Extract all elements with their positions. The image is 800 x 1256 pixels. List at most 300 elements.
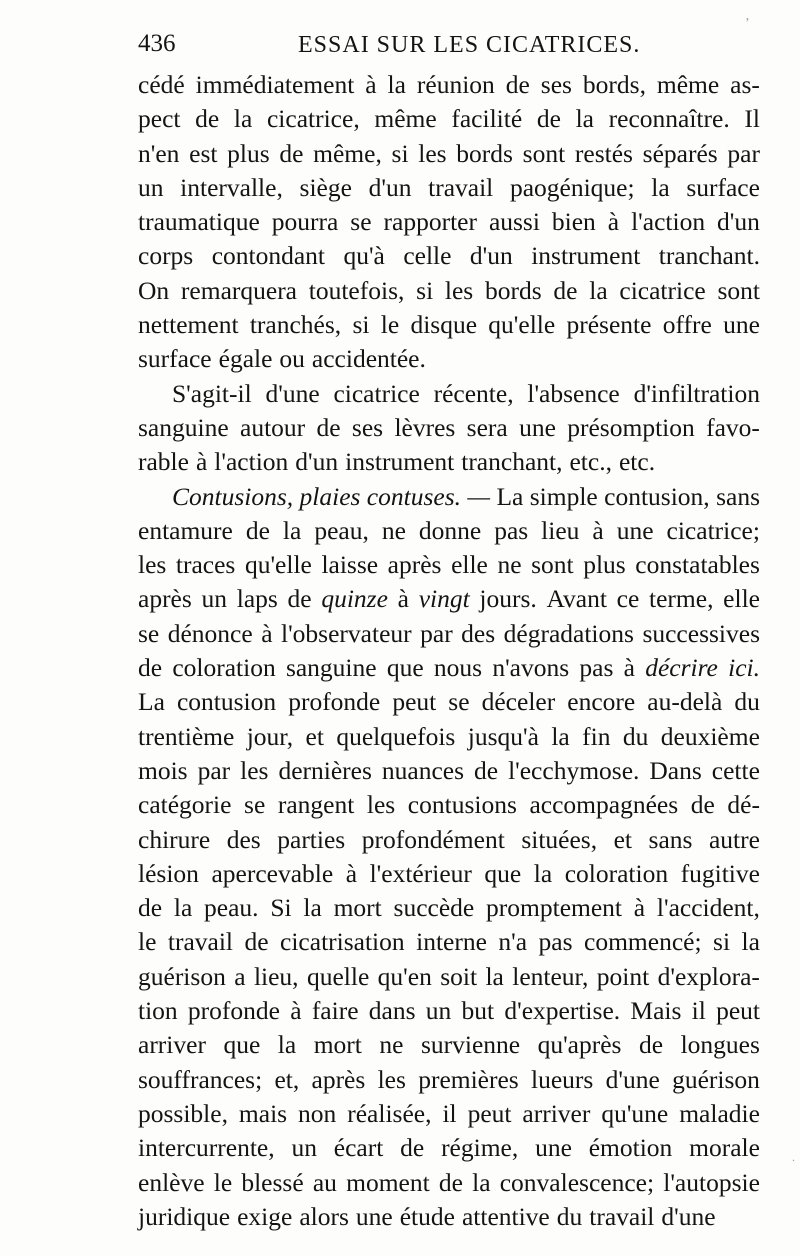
- word: d'une: [661, 1201, 716, 1231]
- word: réalisée,: [347, 1098, 432, 1128]
- word: a: [234, 961, 246, 991]
- word: un: [201, 584, 228, 614]
- word: rapporter: [383, 207, 477, 237]
- word: même,: [313, 138, 382, 168]
- word: fin: [582, 721, 611, 751]
- text-line: [138, 685, 760, 719]
- word: accidentée.: [311, 344, 426, 374]
- word: récente,: [433, 378, 514, 408]
- word: d'expertise.: [504, 996, 621, 1026]
- word: au: [312, 1167, 337, 1197]
- word: contusion: [176, 687, 277, 717]
- word: l'extérieur: [369, 858, 472, 888]
- word: d'un: [469, 241, 513, 271]
- word: peut: [716, 996, 760, 1026]
- word: blessé: [241, 1167, 304, 1197]
- running-title: ESSAI SUR LES CICATRICES.: [298, 32, 641, 58]
- word: autre: [708, 824, 760, 854]
- word: intercurrente,: [138, 1133, 275, 1163]
- word: trentième: [138, 721, 235, 751]
- word: si: [391, 138, 409, 168]
- word: ne: [497, 550, 522, 580]
- word: mais: [238, 1098, 288, 1128]
- text-line: [138, 788, 760, 822]
- word: remarquera: [180, 275, 298, 305]
- word: à: [261, 618, 273, 648]
- word: travail: [167, 927, 234, 957]
- text-line: [138, 960, 760, 994]
- word: lèvres: [394, 412, 456, 442]
- word: simple: [529, 481, 598, 511]
- word: donne: [418, 515, 482, 545]
- text-line: [138, 480, 760, 514]
- page-number: 436: [138, 30, 176, 57]
- word: de: [138, 653, 163, 683]
- word: l'observateur: [281, 618, 412, 648]
- word: se: [244, 790, 266, 820]
- text-line: [138, 274, 760, 308]
- word: sans: [716, 481, 760, 511]
- word: situées,: [521, 824, 598, 854]
- word: toutefois,: [308, 275, 405, 305]
- word: un: [291, 1133, 317, 1163]
- text-line: [138, 1097, 760, 1131]
- word: chirure: [138, 824, 211, 854]
- word: immédiatement: [195, 70, 355, 99]
- word: qu'en: [377, 961, 432, 991]
- text-line: [138, 1166, 760, 1200]
- word: la: [575, 104, 594, 134]
- word: la: [277, 1030, 297, 1060]
- word: à: [397, 584, 409, 614]
- word: de: [244, 927, 269, 957]
- word: se: [350, 207, 372, 237]
- word: S'agit-il: [172, 378, 252, 408]
- word: la: [589, 275, 608, 305]
- word: plus: [583, 550, 626, 580]
- word: cédé: [138, 70, 185, 99]
- word: qu'elle: [244, 550, 312, 580]
- word: apercevable: [211, 858, 334, 888]
- text-line: [138, 617, 760, 651]
- text-line: [138, 823, 760, 857]
- word: lieu: [541, 515, 580, 545]
- paragraph: [138, 480, 760, 1235]
- word: réunion: [416, 70, 495, 99]
- word: de: [553, 275, 578, 305]
- word: sans: [648, 824, 693, 854]
- word: profonde: [288, 687, 381, 717]
- word: jour,: [246, 721, 294, 751]
- text-line: [138, 857, 760, 891]
- text-line: [138, 205, 760, 239]
- word: guérison: [138, 961, 226, 991]
- word: aussi: [488, 207, 540, 237]
- word: de: [138, 893, 163, 923]
- word: d'un: [368, 172, 412, 202]
- word: bien: [551, 207, 596, 237]
- word: moment: [346, 1167, 430, 1197]
- word: tranchant.: [658, 241, 760, 271]
- word: l'action: [214, 447, 289, 477]
- word: profondément: [361, 824, 505, 854]
- word: par: [197, 755, 231, 785]
- word: lueurs: [531, 1064, 594, 1094]
- word: attentive: [461, 1201, 550, 1231]
- word: but: [461, 996, 495, 1026]
- word: à: [633, 893, 646, 923]
- word: elle: [723, 584, 760, 614]
- word: bords: [484, 275, 542, 305]
- word: lenteur,: [512, 961, 589, 991]
- word: point: [596, 961, 650, 991]
- word: présomption: [567, 412, 695, 442]
- word: peau.: [204, 893, 259, 923]
- word: après: [311, 1064, 366, 1094]
- word: d'un: [717, 207, 760, 237]
- word: la: [282, 515, 302, 545]
- word: enlève: [138, 1167, 205, 1197]
- word: et,: [274, 1064, 300, 1094]
- text-line: [138, 720, 760, 754]
- word: cicatrice: [619, 275, 706, 305]
- word: commencé;: [584, 927, 702, 957]
- word: décrire: [645, 653, 718, 683]
- word: même: [656, 70, 720, 99]
- word: souffrances;: [138, 1064, 263, 1094]
- word: après: [387, 550, 442, 580]
- word: dans: [368, 996, 416, 1026]
- word: des: [461, 618, 496, 648]
- word: Mais: [630, 996, 682, 1026]
- word: La: [138, 687, 165, 717]
- word: cicatrice,: [266, 104, 360, 134]
- word: autour: [240, 412, 306, 442]
- word: Il: [744, 104, 760, 134]
- word: et: [305, 721, 324, 751]
- word: offre: [662, 310, 712, 340]
- word: régime,: [441, 1133, 519, 1163]
- word: n'avons: [492, 653, 570, 683]
- word: possible,: [138, 1098, 228, 1128]
- word: l'absence: [527, 378, 620, 408]
- word: si: [713, 927, 731, 957]
- word: survienne: [420, 1030, 521, 1060]
- word: et: [613, 824, 633, 854]
- word: de: [438, 1167, 463, 1197]
- word: qu'après: [537, 1030, 622, 1060]
- word: une: [355, 1201, 393, 1231]
- word: arriver: [138, 1030, 206, 1060]
- word: traces: [175, 550, 236, 580]
- word: pas: [494, 515, 529, 545]
- word: morale: [689, 1133, 760, 1163]
- text-line: [138, 1131, 760, 1165]
- word: cicatrice: [333, 378, 420, 408]
- word: convalescence;: [499, 1167, 655, 1197]
- word: écart: [333, 1133, 384, 1163]
- word: sanguine: [285, 653, 377, 683]
- word: il: [691, 996, 706, 1026]
- word: du: [734, 687, 760, 717]
- word: ne: [379, 1030, 404, 1060]
- word: ses: [351, 412, 384, 442]
- word: d'un: [295, 447, 339, 477]
- word: maladie: [679, 1098, 760, 1128]
- word: pas: [579, 653, 614, 683]
- word: rangent: [277, 790, 355, 820]
- word: présente: [566, 310, 652, 340]
- word: disque: [410, 310, 478, 340]
- word: d'infiltration: [633, 378, 760, 408]
- word: vingt: [418, 584, 470, 614]
- word: peau,: [314, 515, 369, 545]
- word: une: [616, 515, 654, 545]
- word: contusions: [407, 790, 517, 820]
- word: jusqu'à: [467, 721, 539, 751]
- text-line: [138, 342, 760, 376]
- word: facilité: [451, 104, 523, 134]
- word: mois: [138, 755, 188, 785]
- text-line: [138, 377, 760, 411]
- word: On: [138, 275, 170, 305]
- word: dénonce: [167, 618, 253, 648]
- word: des: [226, 824, 261, 854]
- word: arriver: [522, 1098, 591, 1128]
- word: tion: [138, 996, 178, 1026]
- word: les: [444, 275, 474, 305]
- book-page: 436 ESSAI SUR LES CICATRICES. cédé immédiatement à la réunion de ses bords, même as- pect de la cicatrice, même facilité de la reconnaître. Il n'en est plus de même, si les bords sont restés séparés par un intervalle, siège d'un travail paogénique; la surface traumatique pourra se rapporter aussi bien à l'action d'un corps contondant qu'à celle d'un instrument tranchant. On remarquera toutefois, si les bords de la cicatrice sont nettement tranchés, si le disque qu'elle présente offre une surface égale ou accidentée. S'agit-il d'une cicatrice récente, l'absence d'infiltration sanguine autour de ses lèvres sera une présomption favo- rable à l'action d'un instrument tranchant, etc., etc. Contusions, plaies contuses. — La simple contusion, sans entamure de la peau, ne donne pas lieu à une cicatrice; les traces qu'elle laisse après elle ne sont plus constatables après un laps de quinze à vingt jours. Avant ce terme, elle se dénonce à l'observateur par des dégradations successives de coloration sanguine que nous n'avons pas à décrire ici. La contusion profonde peut se déceler encore au-delà du trentième jour, et quelquefois jusqu'à la fin du deuxième mois par les dernières nuances de l'ecchymose. Dans cette catégorie se rangent les contusions accompagnées de dé- chirure des parties profondément situées, et sans autre lésion apercevable à l'extérieur que la coloration fugitive de la peau. Si la mort succède promptement à l'accident, le travail de cicatrisation interne n'a pas commencé; si la guérison a lieu, quelle qu'en soit la lenteur, point d'explora- tion profonde à faire dans un but d'expertise. Mais il peut arriver que la mort ne survienne qu'après de longues souffrances; et, après les premières lueurs d'une guérison possible, mais non réalisée, il peut arriver qu'une maladie intercurrente, un écart de régime, une émotion morale enlève le blessé au moment de la convalescence; l'autopsie juridique exige alors une étude attentive du travail d'une ʼ .: [0, 0, 800, 1256]
- word: bords,: [582, 70, 646, 99]
- word: qu'à: [343, 241, 385, 271]
- word: le: [138, 927, 157, 957]
- word: nuances: [381, 755, 465, 785]
- word: La: [496, 481, 524, 511]
- word: peut: [467, 1098, 512, 1128]
- text-line: [138, 411, 760, 445]
- word: les: [240, 755, 269, 785]
- word: etc.,: [569, 447, 612, 477]
- text-line: [138, 239, 760, 273]
- word: les: [366, 790, 396, 820]
- word: lieu,: [253, 961, 299, 991]
- word: plus: [227, 138, 270, 168]
- word: une: [723, 310, 760, 340]
- word: ici.: [728, 653, 760, 683]
- word: coloration: [564, 858, 669, 888]
- word: d'une: [265, 378, 320, 408]
- text-line: [138, 582, 760, 616]
- word: etc.: [618, 447, 656, 477]
- word: non: [298, 1098, 337, 1128]
- word: tranchés,: [249, 310, 342, 340]
- word: successives: [642, 618, 760, 648]
- word: coloration: [172, 653, 276, 683]
- word: dé-: [727, 790, 760, 820]
- word: se: [448, 687, 470, 717]
- word: un: [425, 996, 452, 1026]
- word: guérison: [672, 1064, 760, 1094]
- word: la: [651, 172, 670, 202]
- paragraph: [138, 377, 760, 480]
- word: de: [279, 138, 304, 168]
- word: travail: [428, 172, 494, 202]
- paragraph: [138, 68, 760, 377]
- word: que: [223, 1030, 261, 1060]
- word: favo-: [706, 412, 760, 442]
- word: une: [535, 1133, 572, 1163]
- word: ce: [616, 584, 640, 614]
- word: au-delà: [647, 687, 723, 717]
- word: à: [365, 70, 377, 99]
- text-line: [138, 171, 760, 205]
- word: terme,: [649, 584, 714, 614]
- word: instrument: [345, 447, 455, 477]
- running-head: [138, 30, 760, 66]
- word: siège: [299, 172, 352, 202]
- word: encore: [567, 687, 636, 717]
- word: promptement: [486, 893, 622, 923]
- word: catégorie: [138, 790, 232, 820]
- word: dégradations: [503, 618, 634, 648]
- word: reconnaître.: [608, 104, 730, 134]
- word: de: [690, 790, 715, 820]
- text-line: [138, 754, 760, 788]
- word: n'en: [138, 138, 180, 168]
- word: contondant: [211, 241, 325, 271]
- text-line: [138, 925, 760, 959]
- word: se: [138, 618, 160, 648]
- text-line: [138, 994, 760, 1028]
- word: sont: [717, 275, 760, 305]
- word: travail: [589, 1201, 655, 1231]
- word: de: [195, 104, 220, 134]
- word: même: [374, 104, 437, 134]
- word: la: [472, 1167, 491, 1197]
- text-line: [138, 308, 760, 342]
- word: que: [484, 858, 522, 888]
- word: une: [519, 412, 556, 442]
- word: ne: [381, 515, 406, 545]
- word: la: [485, 961, 504, 991]
- word: constatables: [635, 550, 760, 580]
- section-heading: Contusions, plaies contuses. —: [172, 481, 491, 511]
- word: de: [245, 515, 270, 545]
- word: qu'une: [601, 1098, 669, 1128]
- word: ou: [279, 344, 305, 374]
- text-line: [138, 1200, 760, 1234]
- word: traumatique: [138, 207, 260, 237]
- body-text: [138, 68, 760, 1234]
- word: pect: [138, 104, 181, 134]
- text-line: [138, 1028, 760, 1062]
- word: peut: [392, 687, 437, 717]
- word: sera: [466, 412, 508, 442]
- word: intervalle,: [180, 172, 283, 202]
- word: n'a: [498, 927, 528, 957]
- word: faire: [311, 996, 359, 1026]
- word: à: [345, 858, 358, 888]
- text-line: [138, 68, 760, 102]
- word: Avant: [546, 584, 607, 614]
- word: laisse: [321, 550, 379, 580]
- word: la: [741, 927, 760, 957]
- word: alors: [299, 1201, 349, 1231]
- word: fugitive: [680, 858, 760, 888]
- word: que: [386, 653, 424, 683]
- word: si: [416, 275, 434, 305]
- word: restés: [574, 138, 633, 168]
- word: cicatrisation: [280, 927, 405, 957]
- text-line: [138, 514, 760, 548]
- word: à: [607, 207, 620, 237]
- word: de: [316, 412, 341, 442]
- word: à: [623, 653, 635, 683]
- word: l'action: [631, 207, 706, 237]
- word: soit: [440, 961, 478, 991]
- word: celle: [403, 241, 452, 271]
- word: deuxième: [660, 721, 760, 751]
- word: par: [420, 618, 453, 648]
- word: bords: [456, 138, 513, 168]
- word: mort: [333, 893, 382, 923]
- word: tranchant,: [461, 447, 563, 477]
- word: succède: [393, 893, 475, 923]
- word: la: [233, 104, 253, 134]
- word: l'autopsie: [663, 1167, 760, 1197]
- word: cicatrice;: [666, 515, 760, 545]
- word: la: [387, 70, 406, 99]
- word: de: [287, 584, 312, 614]
- word: pas: [538, 927, 573, 957]
- word: ses: [540, 70, 572, 99]
- text-line: [138, 102, 760, 136]
- word: qu'elle: [488, 310, 556, 340]
- word: de: [474, 755, 499, 785]
- word: par: [727, 138, 760, 168]
- word: à: [195, 447, 208, 477]
- word: Dans: [649, 755, 702, 785]
- word: égale: [218, 344, 273, 374]
- word: du: [622, 721, 649, 751]
- word: à: [592, 515, 604, 545]
- text-line: [138, 137, 760, 171]
- word: entamure: [138, 515, 233, 545]
- word: est: [189, 138, 218, 168]
- word: les: [138, 550, 167, 580]
- word: les: [418, 138, 447, 168]
- word: d'explora-: [657, 961, 760, 991]
- word: sanguine: [138, 412, 229, 442]
- word: sont: [531, 550, 574, 580]
- word: émotion: [588, 1133, 673, 1163]
- word: les: [377, 1064, 406, 1094]
- word: sont: [522, 138, 566, 168]
- word: la: [303, 893, 322, 923]
- word: de: [505, 70, 530, 99]
- word: lésion: [138, 858, 199, 888]
- word: premières: [418, 1064, 519, 1094]
- word: as-: [730, 70, 760, 99]
- word: l'ecchymose.: [508, 755, 640, 785]
- word: paogénique;: [509, 172, 635, 202]
- word: parties: [277, 824, 346, 854]
- word: corps: [138, 241, 194, 271]
- word: surface: [138, 344, 212, 374]
- word: pourra: [271, 207, 339, 237]
- word: d'une: [605, 1064, 660, 1094]
- word: mort: [313, 1030, 362, 1060]
